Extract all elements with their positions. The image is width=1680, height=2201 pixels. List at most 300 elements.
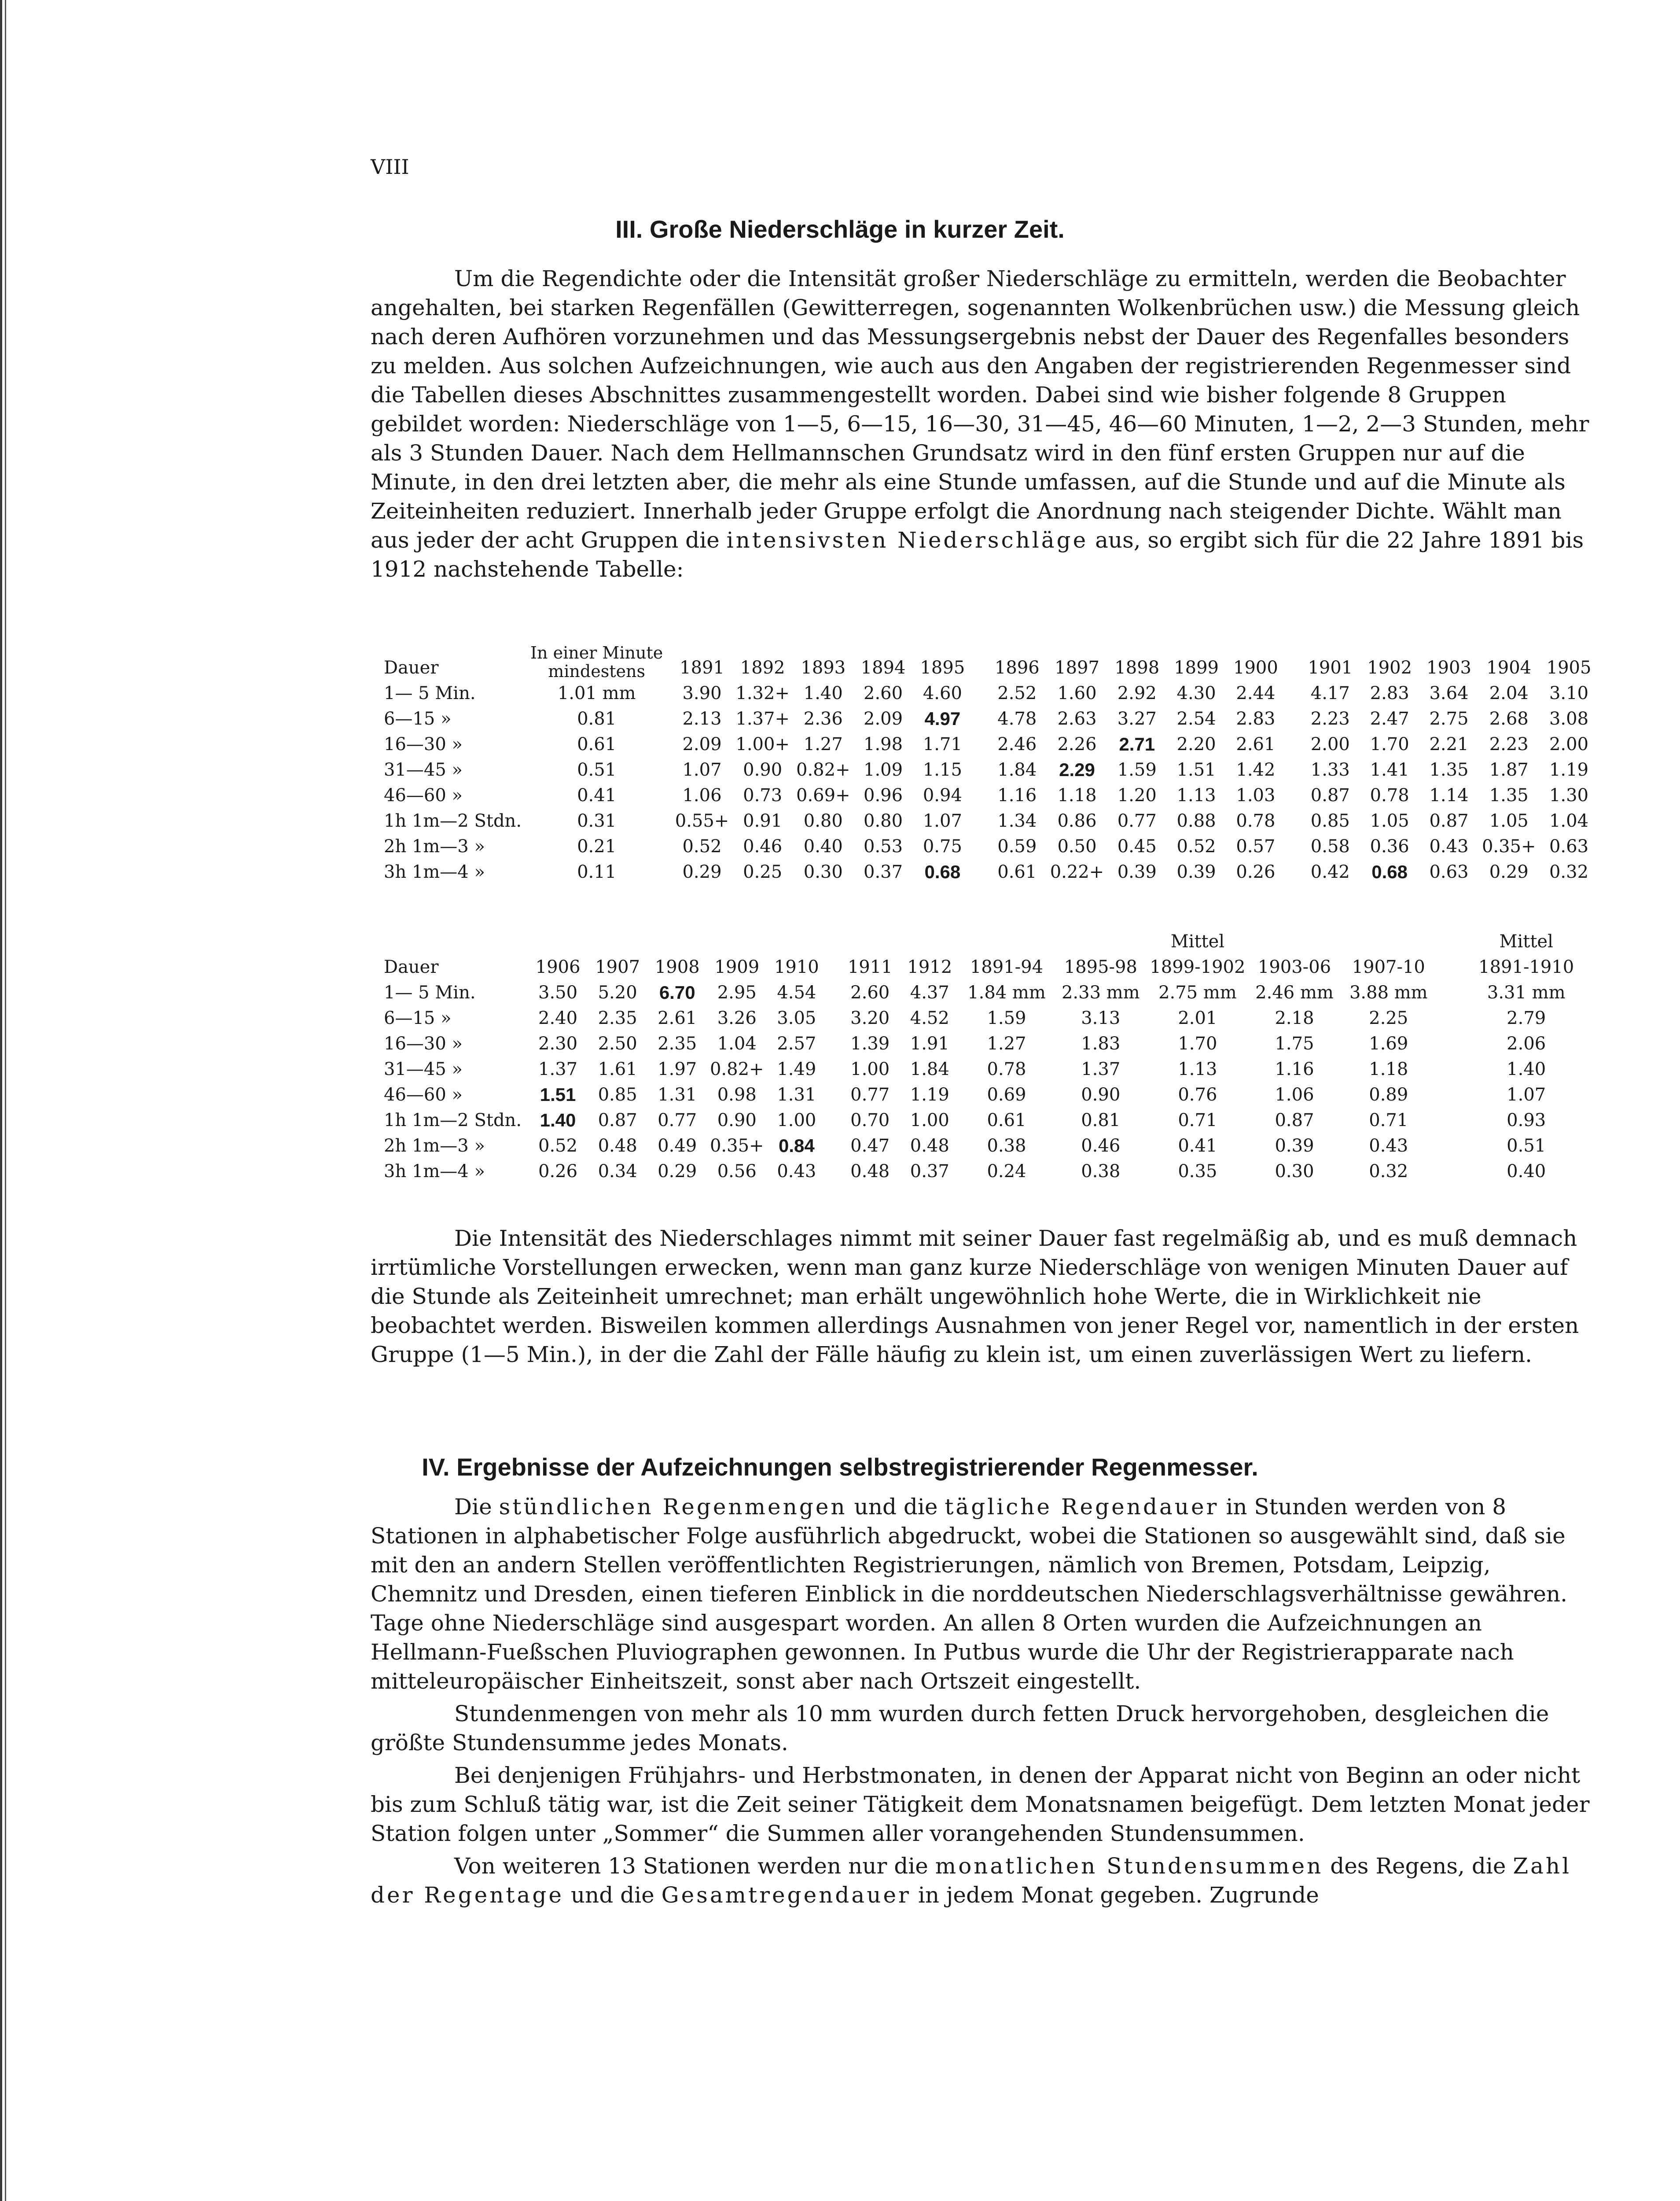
table-row	[371, 1108, 1599, 1133]
text-run: des Regens, die	[1323, 1853, 1513, 1879]
column-header-year: 1910	[774, 957, 819, 977]
cell-value: 1.84	[997, 760, 1037, 780]
spaced-text: Gesamtregendauer	[661, 1882, 911, 1908]
cell-mean: 0.30	[1275, 1161, 1314, 1181]
cell-value: 0.56	[717, 1161, 757, 1181]
cell-value: 0.48	[598, 1136, 637, 1156]
cell-value: 3.10	[1549, 683, 1589, 703]
cell-minimum: 0.81	[577, 709, 617, 729]
cell-value: 1.37	[538, 1059, 578, 1079]
cell-value: 2.30	[538, 1034, 578, 1054]
cell-value: 0.52	[538, 1136, 578, 1156]
column-header-period: 1903-06	[1257, 957, 1331, 977]
row-label-dauer: 31—45 »	[384, 1059, 463, 1079]
cell-mean: 0.38	[987, 1136, 1026, 1156]
cell-value: 0.46	[743, 836, 783, 857]
table-row	[371, 732, 1599, 757]
row-label-dauer: 46—60 »	[384, 785, 463, 806]
cell-mean: 2.46 mm	[1255, 983, 1334, 1003]
section-3-intro	[371, 264, 1599, 584]
cell-mean-total: 1.40	[1507, 1059, 1546, 1079]
binding-edge	[0, 0, 11, 2201]
cell-mean: 0.61	[987, 1110, 1026, 1130]
column-header-year: 1909	[714, 957, 760, 977]
cell-value: 0.35+	[1481, 836, 1536, 857]
cell-mean: 1.27	[987, 1034, 1026, 1054]
column-header-period: 1907-10	[1352, 957, 1425, 977]
paragraph	[371, 264, 1599, 584]
cell-value: 2.60	[864, 683, 903, 703]
cell-value: 2.36	[803, 709, 843, 729]
cell-mean: 1.37	[1081, 1059, 1121, 1079]
text-run: in Stunden werden von 8 Stationen in alphabetischer Folge ausführlich abgedruckt, wobei die Stationen so ausgewählt sind, daß sie mit den an andern Stellen veröffentlichten Registrierungen, nämlich von Bremen, Potsdam, Leipzig, Chemnitz und Dresden, einen tieferen Einblick in die norddeutschen Niederschlagsverhältnisse gewähren. Tage ohne Niederschläge sind ausgespart worden. An allen 8 Orten wurden die Aufzeichnungen an Hellmann-Fueßschen Pluviographen gewonnen. In Putbus wurde die Uhr der Registrierapparate nach mitteleuropäischer Einheitszeit, sonst aber nach Ortszeit eingestellt.	[371, 1494, 1568, 1694]
cell-value: 1.49	[777, 1059, 816, 1079]
cell-value: 1.31	[777, 1085, 816, 1105]
column-group-header-mittel-total: Mittel	[1499, 931, 1553, 952]
column-header-year: 1898	[1114, 658, 1160, 678]
column-header-year: 1902	[1367, 658, 1412, 678]
text-run: Die	[454, 1494, 499, 1520]
cell-value: 2.40	[538, 1008, 578, 1028]
cell-mean-total: 3.31 mm	[1487, 983, 1566, 1003]
table-row	[371, 757, 1599, 783]
cell-value: 0.80	[803, 811, 843, 831]
cell-mean: 1.18	[1369, 1059, 1408, 1079]
cell-value: 0.86	[1057, 811, 1097, 831]
table-row	[371, 808, 1599, 834]
column-header-dauer: Dauer	[384, 957, 439, 977]
cell-value: 0.90	[717, 1110, 757, 1130]
table-row	[371, 1159, 1599, 1184]
cell-value: 1.07	[682, 760, 722, 780]
paragraph: Die Intensität des Niederschlages nimmt mit seiner Dauer fast regelmäßig ab, und es muß demnach irrtümliche Vorstellungen erwecken, wenn man ganz kurze Niederschläge von wenigen Minuten Dauer auf die Stunde als Zeiteinheit umrechnet; man erhält ungewöhnlich hohe Werte, die in Wirklichkeit nie beobachtet werden. Bisweilen kommen allerdings Ausnahmen von jener Regel vor, namentlich in der ersten Gruppe (1—5 Min.), in der die Zahl der Fälle häufig zu klein ist, um einen zuverlässigen Wert zu liefern.	[371, 1226, 1579, 1367]
cell-value: 0.78	[1370, 785, 1409, 806]
cell-value: 1.42	[1236, 760, 1276, 780]
cell-value: 0.98	[717, 1085, 757, 1105]
cell-mean: 1.70	[1178, 1034, 1217, 1054]
cell-value: 0.90	[743, 760, 783, 780]
cell-mean-total: 0.51	[1507, 1136, 1546, 1156]
table-row	[371, 681, 1599, 706]
cell-minimum: 0.61	[577, 734, 617, 755]
cell-value: 0.59	[997, 836, 1037, 857]
cell-minimum: 0.11	[577, 862, 617, 882]
text-run: Von weiteren 13 Stationen werden nur die	[454, 1853, 935, 1879]
column-header-minute: In einer Minute mindestens	[530, 643, 663, 681]
cell-value: 2.92	[1117, 683, 1157, 703]
cell-value: 0.68	[1371, 861, 1408, 882]
cell-value: 1.70	[1370, 734, 1409, 755]
column-header-dauer: Dauer	[384, 658, 439, 678]
cell-mean: 0.71	[1369, 1110, 1408, 1130]
cell-value: 1.40	[803, 683, 843, 703]
table-row	[371, 1005, 1599, 1031]
row-label-dauer: 16—30 »	[384, 734, 463, 755]
cell-value: 1.07	[923, 811, 962, 831]
column-header-period: 1899-1902	[1150, 957, 1246, 977]
cell-mean: 0.90	[1081, 1085, 1121, 1105]
cell-value: 0.37	[910, 1161, 949, 1181]
spaced-text: tägliche Regendauer	[945, 1494, 1219, 1520]
cell-value: 0.47	[850, 1136, 890, 1156]
table-row	[371, 1031, 1599, 1056]
paragraph	[371, 1492, 1599, 1696]
intensity-table-1906-1912-means	[371, 929, 1599, 1184]
cell-value: 1.40	[540, 1110, 576, 1130]
cell-value: 0.40	[803, 836, 843, 857]
cell-value: 0.52	[682, 836, 722, 857]
cell-mean-total: 0.40	[1507, 1161, 1546, 1181]
table-row	[371, 1082, 1599, 1108]
section-heading-4: IV. Ergebnisse der Aufzeichnungen selbstregistrierender Regenmesser.	[422, 1453, 1258, 1481]
cell-value: 0.88	[1176, 811, 1216, 831]
cell-mean: 0.71	[1178, 1110, 1217, 1130]
cell-value: 3.50	[538, 983, 578, 1003]
cell-value: 2.44	[1236, 683, 1276, 703]
cell-value: 2.68	[1489, 709, 1529, 729]
cell-value: 0.87	[1429, 811, 1469, 831]
spaced-text: monatlichen Stundensummen	[935, 1853, 1323, 1879]
cell-value: 0.96	[864, 785, 903, 806]
cell-value: 1.98	[864, 734, 903, 755]
column-header-year: 1891	[680, 658, 724, 678]
cell-value: 0.75	[923, 836, 962, 857]
cell-value: 0.50	[1057, 836, 1097, 857]
column-header-year: 1912	[907, 957, 952, 977]
table-row	[371, 706, 1599, 732]
column-header-year: 1905	[1546, 658, 1592, 678]
cell-mean-total: 0.93	[1507, 1110, 1546, 1130]
cell-mean: 0.46	[1081, 1136, 1121, 1156]
cell-value: 2.26	[1057, 734, 1097, 755]
cell-mean: 1.06	[1275, 1085, 1314, 1105]
cell-value: 0.78	[1236, 811, 1276, 831]
spaced-text: intensivsten Niederschläge	[726, 527, 1088, 553]
text-run: Um die Regendichte oder die Intensität großer Niederschläge zu ermitteln, werden die Beobachter angehalten, bei starken Regenfällen (Gewitterregen, sogenannten Wolkenbrüchen usw.) die Messung gleich nach deren Aufhören vorzunehmen und das Messungsergebnis nebst der Dauer des Regenfalles besonders zu melden. Aus solchen Aufzeichnungen, wie auch aus den Angaben der registrierenden Regenmesser sind die Tabellen dieses Abschnittes zusammengestellt worden. Dabei sind wie bisher folgende 8 Gruppen gebildet worden: Niederschläge von 1—5, 6—15, 16—30, 31—45, 46—60 Minuten, 1—2, 2—3 Stunden, mehr als 3 Stunden Dauer. Nach dem Hellmannschen Grundsatz wird in den fünf ersten Gruppen nur auf die Minute, in den drei letzten aber, die mehr als eine Stunde umfassen, auf die Stunde und auf die Minute als Zeiteinheiten reduziert. Innerhalb jeder Gruppe erfolgt die Anordnung nach steigender Dichte. Wählt man aus jeder der acht Gruppen die	[371, 266, 1589, 553]
cell-mean: 0.81	[1081, 1110, 1121, 1130]
cell-value: 1.34	[997, 811, 1037, 831]
cell-mean-total: 1.07	[1507, 1085, 1546, 1105]
cell-value: 0.26	[1236, 862, 1276, 882]
table-header-row	[371, 954, 1599, 980]
row-label-dauer: 1— 5 Min.	[384, 983, 476, 1003]
column-header-year: 1899	[1174, 658, 1219, 678]
cell-value: 1.05	[1370, 811, 1409, 831]
column-header-year: 1893	[801, 658, 846, 678]
cell-value: 2.75	[1429, 709, 1469, 729]
cell-value: 1.09	[864, 760, 903, 780]
cell-value: 2.83	[1236, 709, 1276, 729]
cell-value: 1.37+	[735, 709, 790, 729]
cell-value: 2.00	[1549, 734, 1589, 755]
table-header-row-mittel	[371, 929, 1599, 954]
cell-value: 1.00	[910, 1110, 949, 1130]
row-label-dauer: 1h 1m—2 Stdn.	[384, 811, 522, 831]
paragraph: Bei denjenigen Frühjahrs- und Herbstmonaten, in denen der Apparat nicht von Beginn an oder nicht bis zum Schluß tätig war, ist die Zeit seiner Tätigkeit dem Monatsnamen beigefügt. Dem letzten Monat jeder Station folgen unter „Sommer“ die Summen aller vorangehenden Stundensummen.	[371, 1763, 1590, 1846]
cell-value: 2.60	[850, 983, 890, 1003]
cell-value: 0.22+	[1050, 862, 1104, 882]
cell-mean: 0.76	[1178, 1085, 1217, 1105]
text-run: in jedem Monat gegeben. Zugrunde	[911, 1882, 1319, 1908]
cell-mean: 0.35	[1178, 1161, 1217, 1181]
cell-value: 1.04	[717, 1034, 757, 1054]
cell-value: 1.97	[658, 1059, 697, 1079]
cell-value: 2.23	[1489, 734, 1529, 755]
spaced-text: Zahl der Regentage	[371, 1853, 1572, 1908]
cell-minimum: 0.51	[577, 760, 617, 780]
cell-value: 3.27	[1117, 709, 1157, 729]
column-header-year: 1911	[847, 957, 893, 977]
table-body	[371, 681, 1599, 885]
cell-value: 4.97	[924, 708, 961, 729]
cell-mean: 2.33 mm	[1061, 983, 1140, 1003]
cell-value: 1.30	[1549, 785, 1589, 806]
cell-value: 1.00	[850, 1059, 890, 1079]
text-run: aus, so ergibt sich für die 22 Jahre 1891 bis 1912 nachstehende Tabelle:	[371, 527, 1584, 582]
row-label-dauer: 6—15 »	[384, 709, 452, 729]
cell-value: 1.33	[1310, 760, 1350, 780]
cell-value: 1.19	[1549, 760, 1589, 780]
cell-value: 0.32	[1549, 862, 1589, 882]
cell-value: 0.48	[910, 1136, 949, 1156]
cell-value: 0.49	[658, 1136, 697, 1156]
cell-value: 0.94	[923, 785, 962, 806]
cell-value: 1.14	[1429, 785, 1469, 806]
column-header-year: 1894	[860, 658, 906, 678]
section-4-text	[371, 1492, 1599, 1910]
cell-value: 0.61	[997, 862, 1037, 882]
cell-value: 0.63	[1549, 836, 1589, 857]
cell-mean: 0.24	[987, 1161, 1026, 1181]
cell-value: 0.70	[850, 1110, 890, 1130]
column-header-year: 1903	[1426, 658, 1471, 678]
cell-value: 2.61	[658, 1008, 697, 1028]
cell-value: 4.60	[923, 683, 962, 703]
cell-value: 2.95	[717, 983, 757, 1003]
text-run: und die	[847, 1494, 945, 1520]
cell-value: 1.51	[1176, 760, 1216, 780]
cell-value: 0.53	[864, 836, 903, 857]
table-row	[371, 783, 1599, 808]
section-3-discussion	[371, 1224, 1599, 1369]
cell-value: 2.13	[682, 709, 722, 729]
cell-value: 0.58	[1310, 836, 1350, 857]
column-header-period-total: 1891-1910	[1478, 957, 1574, 977]
cell-value: 2.20	[1176, 734, 1216, 755]
cell-value: 3.90	[682, 683, 722, 703]
cell-value: 0.43	[777, 1161, 816, 1181]
column-header-period: 1895-98	[1064, 957, 1137, 977]
cell-value: 2.00	[1310, 734, 1350, 755]
cell-value: 1.00	[777, 1110, 816, 1130]
cell-value: 1.41	[1370, 760, 1409, 780]
cell-value: 2.35	[658, 1034, 697, 1054]
spaced-text: stündlichen Regenmengen	[499, 1494, 847, 1520]
cell-value: 3.08	[1549, 709, 1589, 729]
cell-value: 0.42	[1310, 862, 1350, 882]
cell-value: 3.26	[717, 1008, 757, 1028]
cell-value: 0.39	[1176, 862, 1216, 882]
cell-value: 3.64	[1429, 683, 1469, 703]
cell-value: 0.82+	[709, 1059, 764, 1079]
cell-mean: 3.88 mm	[1349, 983, 1428, 1003]
cell-mean: 0.38	[1081, 1161, 1121, 1181]
cell-mean-total: 2.06	[1507, 1034, 1546, 1054]
cell-mean: 0.32	[1369, 1161, 1408, 1181]
cell-value: 0.87	[1310, 785, 1350, 806]
cell-value: 0.91	[743, 811, 783, 831]
text-run: und die	[563, 1882, 662, 1908]
row-label-dauer: 1h 1m—2 Stdn.	[384, 1110, 522, 1130]
cell-value: 2.50	[598, 1034, 637, 1054]
cell-mean: 1.83	[1081, 1034, 1121, 1054]
cell-value: 1.51	[540, 1084, 576, 1105]
cell-value: 4.54	[777, 983, 816, 1003]
cell-mean: 0.39	[1275, 1136, 1314, 1156]
cell-mean: 2.25	[1369, 1008, 1408, 1028]
cell-value: 0.29	[682, 862, 722, 882]
column-header-year: 1904	[1486, 658, 1532, 678]
cell-value: 2.35	[598, 1008, 637, 1028]
cell-mean: 0.87	[1275, 1110, 1314, 1130]
cell-value: 4.78	[997, 709, 1037, 729]
intensity-table-1891-1905	[371, 644, 1599, 885]
cell-value: 1.00+	[735, 734, 790, 755]
cell-value: 1.59	[1117, 760, 1157, 780]
cell-value: 0.37	[864, 862, 903, 882]
row-label-dauer: 2h 1m—3 »	[384, 1136, 485, 1156]
cell-value: 2.52	[997, 683, 1037, 703]
cell-value: 1.04	[1549, 811, 1589, 831]
cell-value: 0.87	[598, 1110, 637, 1130]
column-header-year: 1906	[535, 957, 581, 977]
section-heading-3: III. Große Niederschläge in kurzer Zeit.	[615, 215, 1065, 243]
cell-value: 0.26	[538, 1161, 578, 1181]
cell-value: 2.57	[777, 1034, 816, 1054]
cell-value: 2.21	[1429, 734, 1469, 755]
cell-value: 1.35	[1429, 760, 1469, 780]
table-row	[371, 859, 1599, 885]
cell-value: 0.85	[598, 1085, 637, 1105]
cell-value: 1.19	[910, 1085, 949, 1105]
cell-value: 1.71	[923, 734, 962, 755]
cell-value: 0.63	[1429, 862, 1469, 882]
cell-value: 0.77	[1117, 811, 1157, 831]
cell-value: 2.71	[1119, 734, 1155, 755]
column-header-year: 1895	[920, 658, 965, 678]
cell-mean: 3.13	[1081, 1008, 1121, 1028]
cell-value: 0.77	[658, 1110, 697, 1130]
cell-value: 1.31	[658, 1085, 697, 1105]
cell-value: 0.84	[778, 1135, 815, 1156]
cell-value: 1.91	[910, 1034, 949, 1054]
cell-value: 1.39	[850, 1034, 890, 1054]
cell-value: 0.30	[803, 862, 843, 882]
cell-mean: 2.01	[1178, 1008, 1217, 1028]
cell-value: 1.20	[1117, 785, 1157, 806]
cell-value: 1.60	[1057, 683, 1097, 703]
cell-value: 0.55+	[675, 811, 729, 831]
row-label-dauer: 3h 1m—4 »	[384, 1161, 485, 1181]
cell-value: 2.47	[1370, 709, 1409, 729]
cell-minimum: 1.01 mm	[557, 683, 636, 703]
column-group-header-mittel: Mittel	[1170, 931, 1225, 952]
cell-value: 0.34	[598, 1161, 637, 1181]
cell-value: 0.35+	[709, 1136, 764, 1156]
cell-mean: 2.18	[1275, 1008, 1314, 1028]
cell-mean: 1.84 mm	[967, 983, 1046, 1003]
cell-value: 0.52	[1176, 836, 1216, 857]
cell-value: 3.20	[850, 1008, 890, 1028]
cell-mean: 1.13	[1178, 1059, 1217, 1079]
cell-mean: 0.78	[987, 1059, 1026, 1079]
cell-mean: 1.16	[1275, 1059, 1314, 1079]
cell-value: 4.37	[910, 983, 949, 1003]
cell-mean: 1.75	[1275, 1034, 1314, 1054]
cell-mean: 0.89	[1369, 1085, 1408, 1105]
row-label-dauer: 2h 1m—3 »	[384, 836, 485, 857]
cell-value: 0.69+	[796, 785, 850, 806]
cell-value: 4.30	[1176, 683, 1216, 703]
cell-value: 2.46	[997, 734, 1037, 755]
cell-mean: 0.43	[1369, 1136, 1408, 1156]
cell-value: 0.85	[1310, 811, 1350, 831]
cell-value: 0.73	[743, 785, 783, 806]
cell-value: 0.48	[850, 1161, 890, 1181]
table-body	[371, 980, 1599, 1184]
row-label-dauer: 6—15 »	[384, 1008, 452, 1028]
column-header-year: 1907	[595, 957, 640, 977]
cell-value: 0.45	[1117, 836, 1157, 857]
cell-mean: 1.69	[1369, 1034, 1408, 1054]
cell-value: 1.35	[1489, 785, 1529, 806]
cell-mean: 1.59	[987, 1008, 1026, 1028]
page-number: VIII	[371, 155, 409, 179]
cell-value: 1.03	[1236, 785, 1276, 806]
cell-minimum: 0.31	[577, 811, 617, 831]
cell-value: 2.04	[1489, 683, 1529, 703]
cell-value: 2.61	[1236, 734, 1276, 755]
cell-minimum: 0.21	[577, 836, 617, 857]
cell-value: 2.63	[1057, 709, 1097, 729]
cell-value: 2.23	[1310, 709, 1350, 729]
cell-value: 0.82+	[796, 760, 850, 780]
cell-value: 0.43	[1429, 836, 1469, 857]
cell-value: 0.29	[1489, 862, 1529, 882]
cell-value: 2.83	[1370, 683, 1409, 703]
table-header-row	[371, 644, 1599, 681]
cell-value: 2.09	[864, 709, 903, 729]
row-label-dauer: 46—60 »	[384, 1085, 463, 1105]
cell-value: 1.18	[1057, 785, 1097, 806]
cell-value: 0.25	[743, 862, 783, 882]
cell-value: 6.70	[659, 982, 695, 1003]
cell-value: 0.29	[658, 1161, 697, 1181]
row-label-dauer: 31—45 »	[384, 760, 463, 780]
cell-value: 1.87	[1489, 760, 1529, 780]
row-label-dauer: 1— 5 Min.	[384, 683, 476, 703]
cell-value: 1.06	[682, 785, 722, 806]
table-row	[371, 1133, 1599, 1159]
cell-value: 0.77	[850, 1085, 890, 1105]
cell-value: 2.09	[682, 734, 722, 755]
cell-value: 4.52	[910, 1008, 949, 1028]
cell-mean-total: 2.79	[1507, 1008, 1546, 1028]
cell-mean: 0.69	[987, 1085, 1026, 1105]
cell-mean: 0.41	[1178, 1136, 1217, 1156]
column-header-year: 1901	[1308, 658, 1353, 678]
cell-value: 0.36	[1370, 836, 1409, 857]
